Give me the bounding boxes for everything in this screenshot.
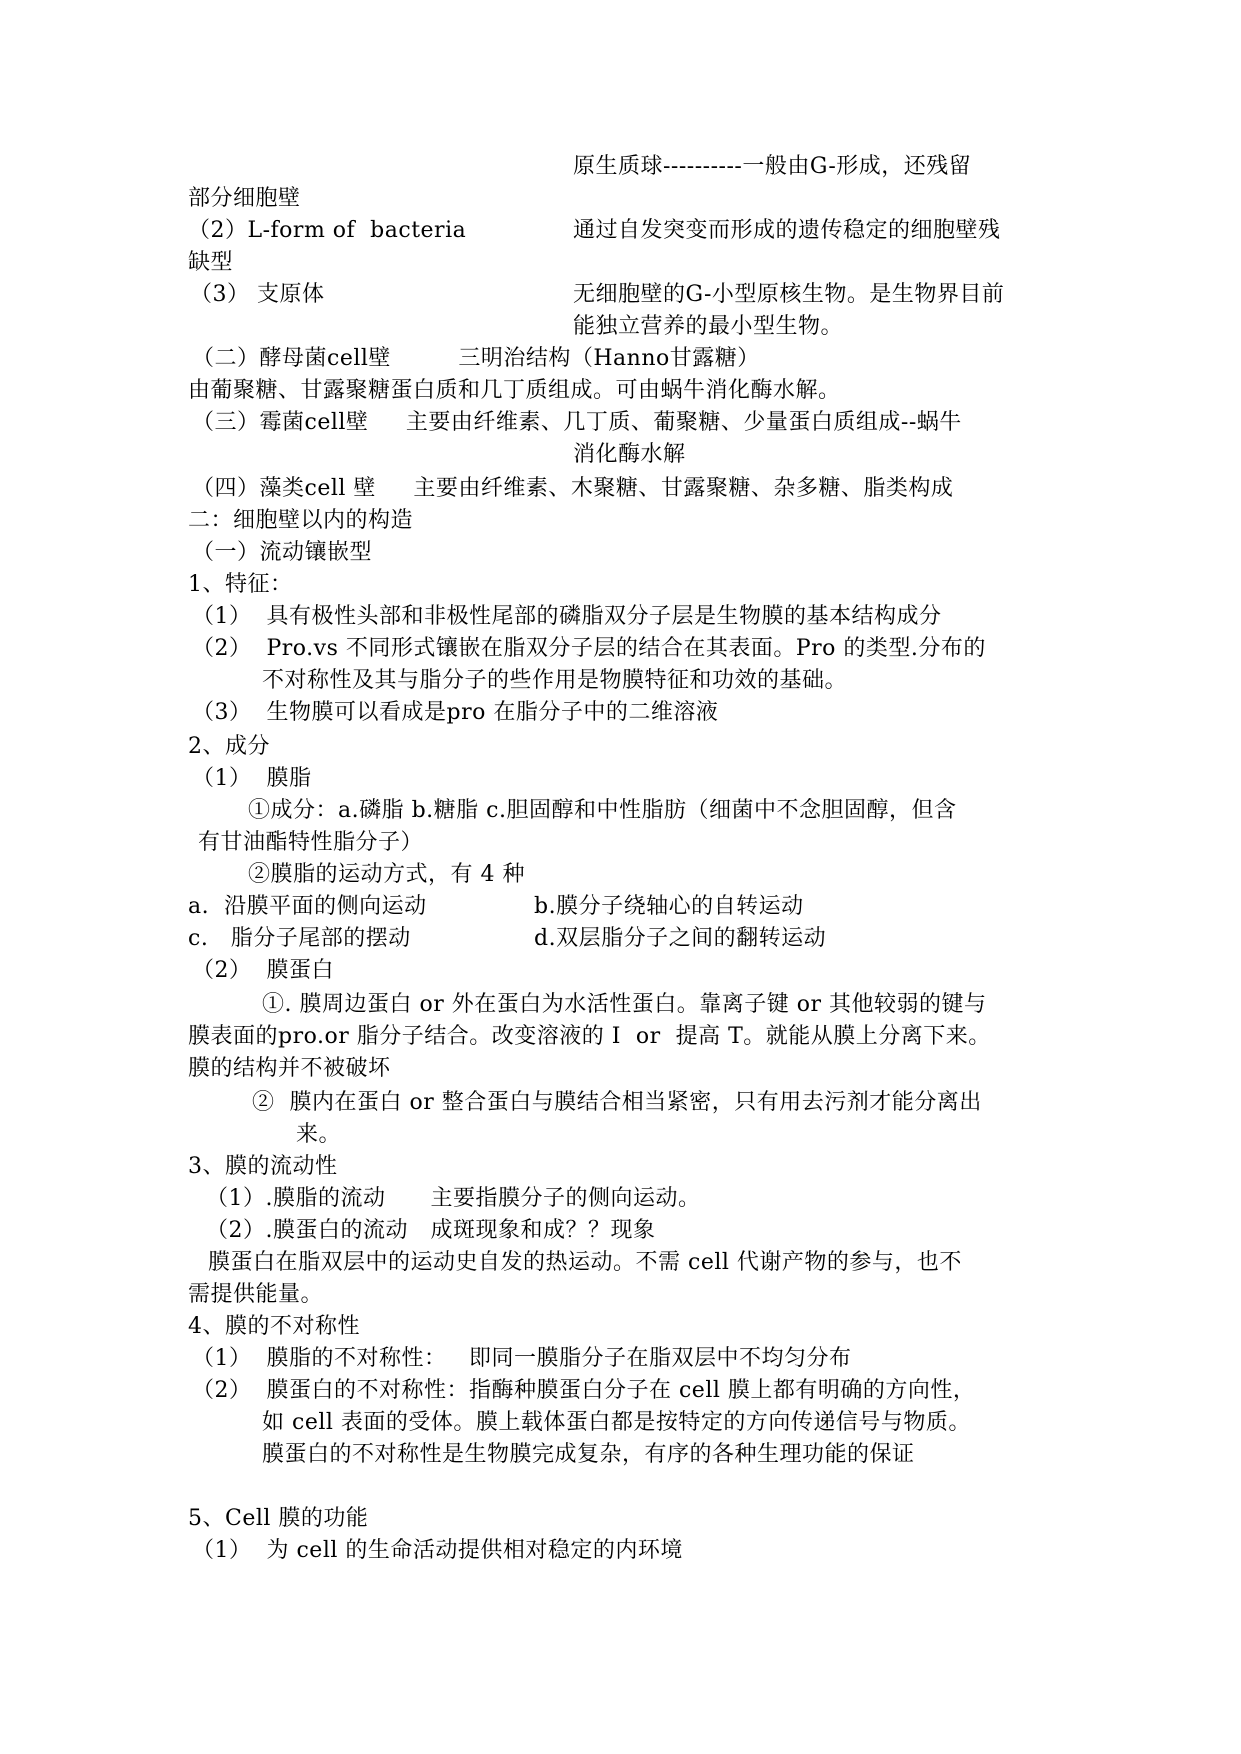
text-line: 无细胞壁的G-小型原核生物。是生物界目前	[573, 282, 1005, 307]
text-line: （三）霉菌cell壁 主要由纤维素、几丁质、葡聚糖、少量蛋白质组成--蜗牛	[192, 410, 962, 435]
text-line: ②膜脂的运动方式，有 4 种	[248, 862, 525, 887]
text-line: （2） 膜蛋白的不对称性：指酶种膜蛋白分子在 cell 膜上都有明确的方向性，	[192, 1378, 976, 1403]
text-line: （2） 膜蛋白	[192, 958, 334, 983]
text-line: （1） 膜脂的不对称性： 即同一膜脂分子在脂双层中不均匀分布	[192, 1346, 852, 1371]
text-line: 2、成分	[188, 734, 270, 759]
text-line: 4、膜的不对称性	[188, 1314, 360, 1339]
text-line: a. 沿膜平面的侧向运动	[188, 894, 427, 919]
text-line: （二）酵母菌cell壁 三明治结构（Hanno甘露糖）	[192, 346, 760, 371]
text-line: 需提供能量。	[188, 1282, 324, 1307]
text-line: c. 脂分子尾部的摆动	[188, 926, 411, 951]
text-line: ①成分：a.磷脂 b.糖脂 c.胆固醇和中性脂肪（细菌中不念胆固醇，但含	[248, 798, 957, 823]
text-line: 部分细胞壁	[188, 186, 301, 211]
text-line: 1、特征：	[188, 572, 293, 597]
text-line: 膜蛋白的不对称性是生物膜完成复杂，有序的各种生理功能的保证	[262, 1442, 915, 1467]
text-line: 来。	[296, 1122, 342, 1147]
text-line: （2） Pro.vs 不同形式镶嵌在脂双分子层的结合在其表面。Pro 的类型.分布的	[192, 636, 986, 661]
text-line: 能独立营养的最小型生物。	[573, 314, 844, 339]
text-line: 如 cell 表面的受体。膜上载体蛋白都是按特定的方向传递信号与物质。	[262, 1410, 971, 1435]
text-line: （一）流动镶嵌型	[192, 540, 373, 565]
text-line: （1） 为 cell 的生命活动提供相对稳定的内环境	[192, 1538, 683, 1563]
text-line: （四）藻类cell 壁 主要由纤维素、木聚糖、甘露聚糖、杂多糖、脂类构成	[192, 476, 954, 501]
text-line: 5、Cell 膜的功能	[188, 1506, 369, 1531]
text-line: （1）.膜脂的流动 主要指膜分子的侧向运动。	[206, 1186, 701, 1211]
text-line: 原生质球----------一般由G-形成，还残留	[573, 154, 972, 179]
text-line: 消化酶水解	[573, 442, 686, 467]
text-line: （1） 膜脂	[192, 766, 312, 791]
text-line: 二：细胞壁以内的构造	[188, 508, 414, 533]
text-line: d.双层脂分子之间的翻转运动	[534, 926, 827, 951]
text-line: 不对称性及其与脂分子的些作用是物膜特征和功效的基础。	[262, 668, 848, 693]
text-line: 膜的结构并不被破坏	[188, 1056, 391, 1081]
text-line: 由葡聚糖、甘露聚糖蛋白质和几丁质组成。可由蜗牛消化酶水解。	[188, 378, 841, 403]
text-line: 缺型	[188, 250, 234, 275]
text-line: 膜表面的pro.or 脂分子结合。改变溶液的 I or 提高 T。就能从膜上分离下来。	[188, 1024, 991, 1049]
text-line: （3） 支原体	[190, 282, 325, 307]
text-line: b.膜分子绕轴心的自转运动	[534, 894, 804, 919]
text-line: 3、膜的流动性	[188, 1154, 338, 1179]
text-line: （2）L-form of bacteria	[188, 218, 467, 243]
text-line: 通过自发突变而形成的遗传稳定的细胞壁残	[573, 218, 1001, 243]
text-line: （1） 具有极性头部和非极性尾部的磷脂双分子层是生物膜的基本结构成分	[192, 604, 942, 629]
text-line: ①. 膜周边蛋白 or 外在蛋白为水活性蛋白。靠离子键 or 其他较弱的键与	[262, 992, 987, 1017]
text-line: 有甘油酯特性脂分子）	[198, 830, 424, 855]
text-line: 膜蛋白在脂双层中的运动史自发的热运动。不需 cell 代谢产物的参与，也不	[208, 1250, 962, 1275]
text-line: ② 膜内在蛋白 or 整合蛋白与膜结合相当紧密，只有用去污剂才能分离出	[252, 1090, 982, 1115]
text-line: （3） 生物膜可以看成是pro 在脂分子中的二维溶液	[192, 700, 719, 725]
text-line: （2）.膜蛋白的流动 成斑现象和成？？现象	[206, 1218, 656, 1243]
